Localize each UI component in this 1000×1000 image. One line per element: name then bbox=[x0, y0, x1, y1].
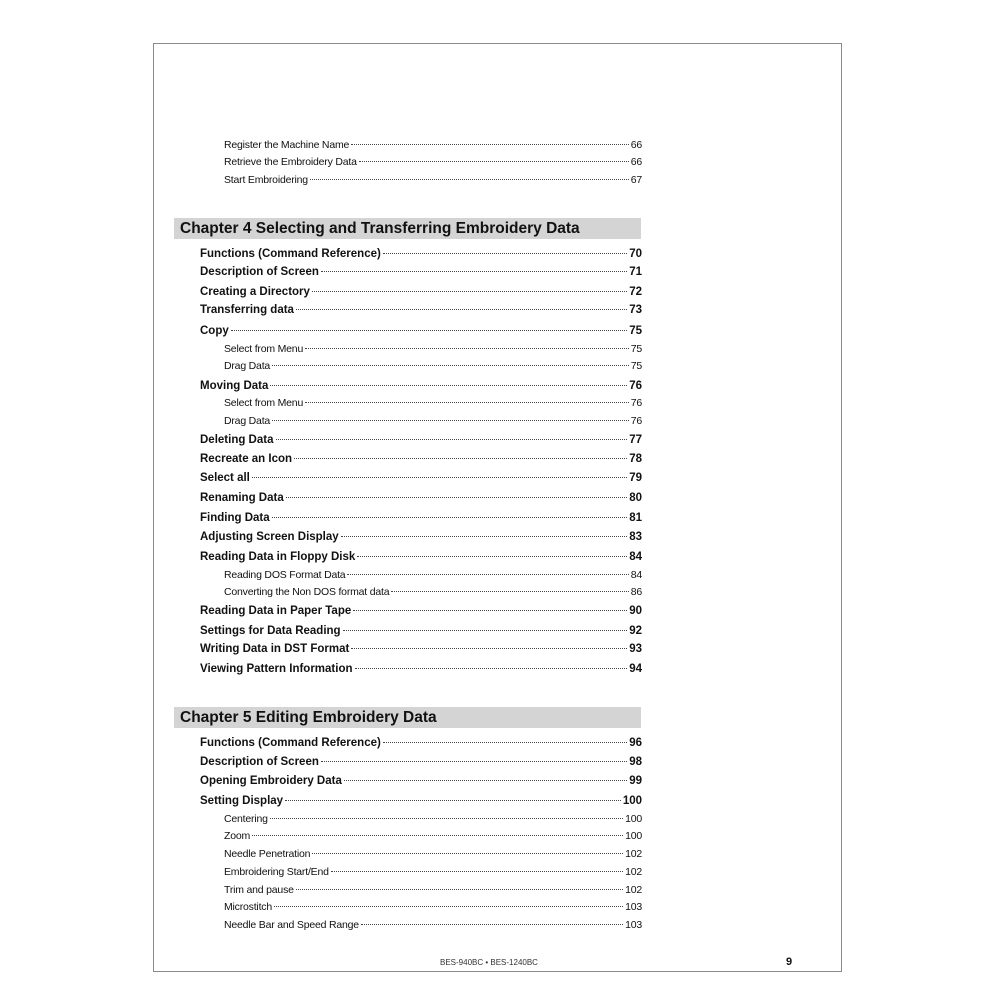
dot-leader bbox=[351, 144, 629, 145]
toc-entry-page: 76 bbox=[630, 397, 642, 409]
toc-entry-title: Reading Data in Floppy Disk bbox=[200, 551, 356, 563]
toc-entry-title: Deleting Data bbox=[200, 434, 274, 446]
toc-entry-page: 66 bbox=[630, 139, 642, 151]
toc-entry[interactable] bbox=[200, 266, 642, 278]
dot-leader bbox=[310, 179, 629, 180]
toc-entry-page: 84 bbox=[630, 569, 642, 581]
toc-entry[interactable] bbox=[200, 605, 642, 617]
dot-leader bbox=[351, 648, 627, 649]
dot-leader bbox=[305, 348, 629, 349]
toc-entry-page: 67 bbox=[630, 174, 642, 186]
toc-entry[interactable] bbox=[224, 569, 642, 581]
dot-leader bbox=[355, 668, 628, 669]
toc-entry-title: Needle Penetration bbox=[224, 848, 311, 860]
toc-entry-title: Retrieve the Embroidery Data bbox=[224, 156, 357, 168]
toc-entry-page: 72 bbox=[629, 286, 642, 298]
toc-entry[interactable] bbox=[224, 343, 642, 355]
toc-entry-title: Opening Embroidery Data bbox=[200, 775, 342, 787]
dot-leader bbox=[272, 420, 629, 421]
dot-leader bbox=[343, 630, 628, 631]
toc-entry[interactable] bbox=[224, 397, 642, 409]
chapter-heading[interactable]: Chapter 4 Selecting and Transferring Embroidery Data bbox=[180, 220, 580, 237]
dot-leader bbox=[231, 330, 627, 331]
toc-entry-page: 100 bbox=[622, 795, 642, 807]
toc-entry-title: Select from Menu bbox=[224, 397, 304, 409]
toc-entry-title: Converting the Non DOS format data bbox=[224, 586, 390, 598]
chapter-heading-bar bbox=[174, 218, 641, 239]
toc-entry-title: Select from Menu bbox=[224, 343, 304, 355]
toc-entry-page: 103 bbox=[625, 919, 642, 931]
toc-entry-page: 86 bbox=[630, 586, 642, 598]
dot-leader bbox=[357, 556, 627, 557]
toc-entry[interactable] bbox=[200, 775, 642, 787]
toc-entry[interactable] bbox=[200, 756, 642, 768]
toc-entry-page: 96 bbox=[629, 737, 642, 749]
toc-entry-page: 92 bbox=[629, 625, 642, 637]
toc-entry-title: Renaming Data bbox=[200, 492, 284, 504]
chapter-heading-bar bbox=[174, 707, 641, 728]
toc-entry-page: 80 bbox=[629, 492, 642, 504]
dot-leader bbox=[272, 365, 629, 366]
toc-entry[interactable] bbox=[224, 813, 642, 825]
toc-entry-title: Embroidering Start/End bbox=[224, 866, 329, 878]
toc-entry[interactable] bbox=[224, 830, 642, 842]
toc-entry-title: Reading Data in Paper Tape bbox=[200, 605, 352, 617]
toc-entry-page: 70 bbox=[629, 248, 642, 260]
toc-entry[interactable] bbox=[224, 848, 642, 860]
toc-entry[interactable] bbox=[224, 866, 642, 878]
toc-entry-title: Zoom bbox=[224, 830, 251, 842]
toc-entry[interactable] bbox=[200, 625, 642, 637]
toc-entry-page: 102 bbox=[625, 884, 642, 896]
dot-leader bbox=[274, 906, 623, 907]
toc-entry-page: 78 bbox=[629, 453, 642, 465]
toc-entry[interactable] bbox=[200, 737, 642, 749]
dot-leader bbox=[347, 574, 628, 575]
toc-entry-page: 100 bbox=[625, 830, 642, 842]
toc-entry[interactable] bbox=[200, 286, 642, 298]
toc-entry[interactable] bbox=[224, 174, 642, 186]
toc-entry-page: 90 bbox=[629, 605, 642, 617]
dot-leader bbox=[391, 591, 628, 592]
toc-entry-page: 94 bbox=[629, 663, 642, 675]
toc-entry-page: 76 bbox=[630, 415, 642, 427]
toc-entry-title: Reading DOS Format Data bbox=[224, 569, 346, 581]
dot-leader bbox=[341, 536, 628, 537]
toc-entry-page: 75 bbox=[630, 360, 642, 372]
toc-entry-page: 76 bbox=[629, 380, 642, 392]
toc-entry[interactable] bbox=[200, 304, 642, 316]
dot-leader bbox=[321, 761, 627, 762]
dot-leader bbox=[312, 291, 627, 292]
toc-entry-page: 100 bbox=[625, 813, 642, 825]
dot-leader bbox=[286, 497, 627, 498]
dot-leader bbox=[359, 161, 629, 162]
dot-leader bbox=[270, 385, 627, 386]
toc-entry-page: 103 bbox=[625, 901, 642, 913]
dot-leader bbox=[383, 742, 627, 743]
toc-entry[interactable] bbox=[200, 472, 642, 484]
toc-entry-title: Centering bbox=[224, 813, 268, 825]
toc-entry[interactable] bbox=[200, 551, 642, 563]
toc-entry-title: Drag Data bbox=[224, 415, 271, 427]
toc-entry-title: Microstitch bbox=[224, 901, 272, 913]
toc-entry[interactable] bbox=[200, 795, 642, 807]
dot-leader bbox=[296, 309, 627, 310]
toc-entry-page: 77 bbox=[629, 434, 642, 446]
dot-leader bbox=[312, 853, 623, 854]
toc-entry-title: Needle Bar and Speed Range bbox=[224, 919, 359, 931]
toc-entry[interactable] bbox=[200, 663, 642, 675]
toc-entry-page: 98 bbox=[629, 756, 642, 768]
dot-leader bbox=[361, 924, 623, 925]
toc-entry[interactable] bbox=[224, 586, 642, 598]
toc-entry[interactable] bbox=[224, 919, 642, 931]
dot-leader bbox=[270, 818, 623, 819]
toc-entry[interactable] bbox=[224, 415, 642, 427]
toc-entry-page: 73 bbox=[629, 304, 642, 316]
dot-leader bbox=[331, 871, 623, 872]
footer-page-number: 9 bbox=[786, 956, 793, 968]
toc-entry[interactable] bbox=[224, 884, 642, 896]
toc-entry-page: 79 bbox=[629, 472, 642, 484]
toc-entry-title: Recreate an Icon bbox=[200, 453, 293, 465]
toc-entry-title: Creating a Directory bbox=[200, 286, 310, 298]
toc-entry[interactable] bbox=[224, 156, 642, 168]
toc-entry[interactable] bbox=[224, 360, 642, 372]
toc-entry-page: 99 bbox=[629, 775, 642, 787]
toc-entry-title: Settings for Data Reading bbox=[200, 625, 341, 637]
toc-entry-page: 83 bbox=[629, 531, 642, 543]
dot-leader bbox=[296, 889, 623, 890]
dot-leader bbox=[353, 610, 627, 611]
dot-leader bbox=[252, 477, 627, 478]
dot-leader bbox=[294, 458, 627, 459]
toc-entry[interactable] bbox=[200, 380, 642, 392]
dot-leader bbox=[305, 402, 629, 403]
dot-leader bbox=[344, 780, 627, 781]
toc-entry-title: Adjusting Screen Display bbox=[200, 531, 339, 543]
footer-model-text: BES-940BC • BES-1240BC bbox=[440, 958, 538, 967]
toc-entry-page: 75 bbox=[630, 343, 642, 355]
toc-entry-title: Finding Data bbox=[200, 512, 270, 524]
toc-entry-title: Copy bbox=[200, 325, 229, 337]
toc-entry[interactable] bbox=[200, 531, 642, 543]
toc-entry[interactable] bbox=[200, 325, 642, 337]
toc-entry[interactable] bbox=[200, 248, 642, 260]
toc-entry-page: 102 bbox=[625, 866, 642, 878]
toc-entry-title: Functions (Command Reference) bbox=[200, 248, 381, 260]
toc-entry-title: Setting Display bbox=[200, 795, 284, 807]
toc-entry-title: Start Embroidering bbox=[224, 174, 308, 186]
toc-entry[interactable] bbox=[200, 453, 642, 465]
toc-entry-page: 75 bbox=[629, 325, 642, 337]
dot-leader bbox=[285, 800, 621, 801]
toc-entry-title: Functions (Command Reference) bbox=[200, 737, 381, 749]
toc-entry[interactable] bbox=[224, 901, 642, 913]
dot-leader bbox=[276, 439, 628, 440]
toc-entry-title: Writing Data in DST Format bbox=[200, 643, 350, 655]
chapter-heading[interactable]: Chapter 5 Editing Embroidery Data bbox=[180, 709, 437, 726]
toc-entry-page: 81 bbox=[629, 512, 642, 524]
toc-entry-title: Description of Screen bbox=[200, 756, 319, 768]
toc-entry[interactable] bbox=[200, 512, 642, 524]
toc-entry[interactable] bbox=[200, 492, 642, 504]
dot-leader bbox=[383, 253, 627, 254]
dot-leader bbox=[252, 835, 623, 836]
toc-entry-page: 84 bbox=[629, 551, 642, 563]
toc-entry[interactable] bbox=[200, 643, 642, 655]
toc-entry-page: 102 bbox=[625, 848, 642, 860]
toc-entry-page: 66 bbox=[630, 156, 642, 168]
dot-leader bbox=[272, 517, 628, 518]
toc-entry-title: Moving Data bbox=[200, 380, 269, 392]
toc-entry-page: 71 bbox=[629, 266, 642, 278]
toc-entry-title: Transferring data bbox=[200, 304, 294, 316]
toc-entry[interactable] bbox=[200, 434, 642, 446]
toc-entry[interactable] bbox=[224, 139, 642, 151]
toc-entry-title: Viewing Pattern Information bbox=[200, 663, 353, 675]
toc-entry-page: 93 bbox=[629, 643, 642, 655]
toc-entry-title: Register the Machine Name bbox=[224, 139, 350, 151]
toc-entry-title: Description of Screen bbox=[200, 266, 319, 278]
toc-entry-title: Select all bbox=[200, 472, 250, 484]
toc-entry-title: Trim and pause bbox=[224, 884, 294, 896]
dot-leader bbox=[321, 271, 627, 272]
toc-entry-title: Drag Data bbox=[224, 360, 271, 372]
